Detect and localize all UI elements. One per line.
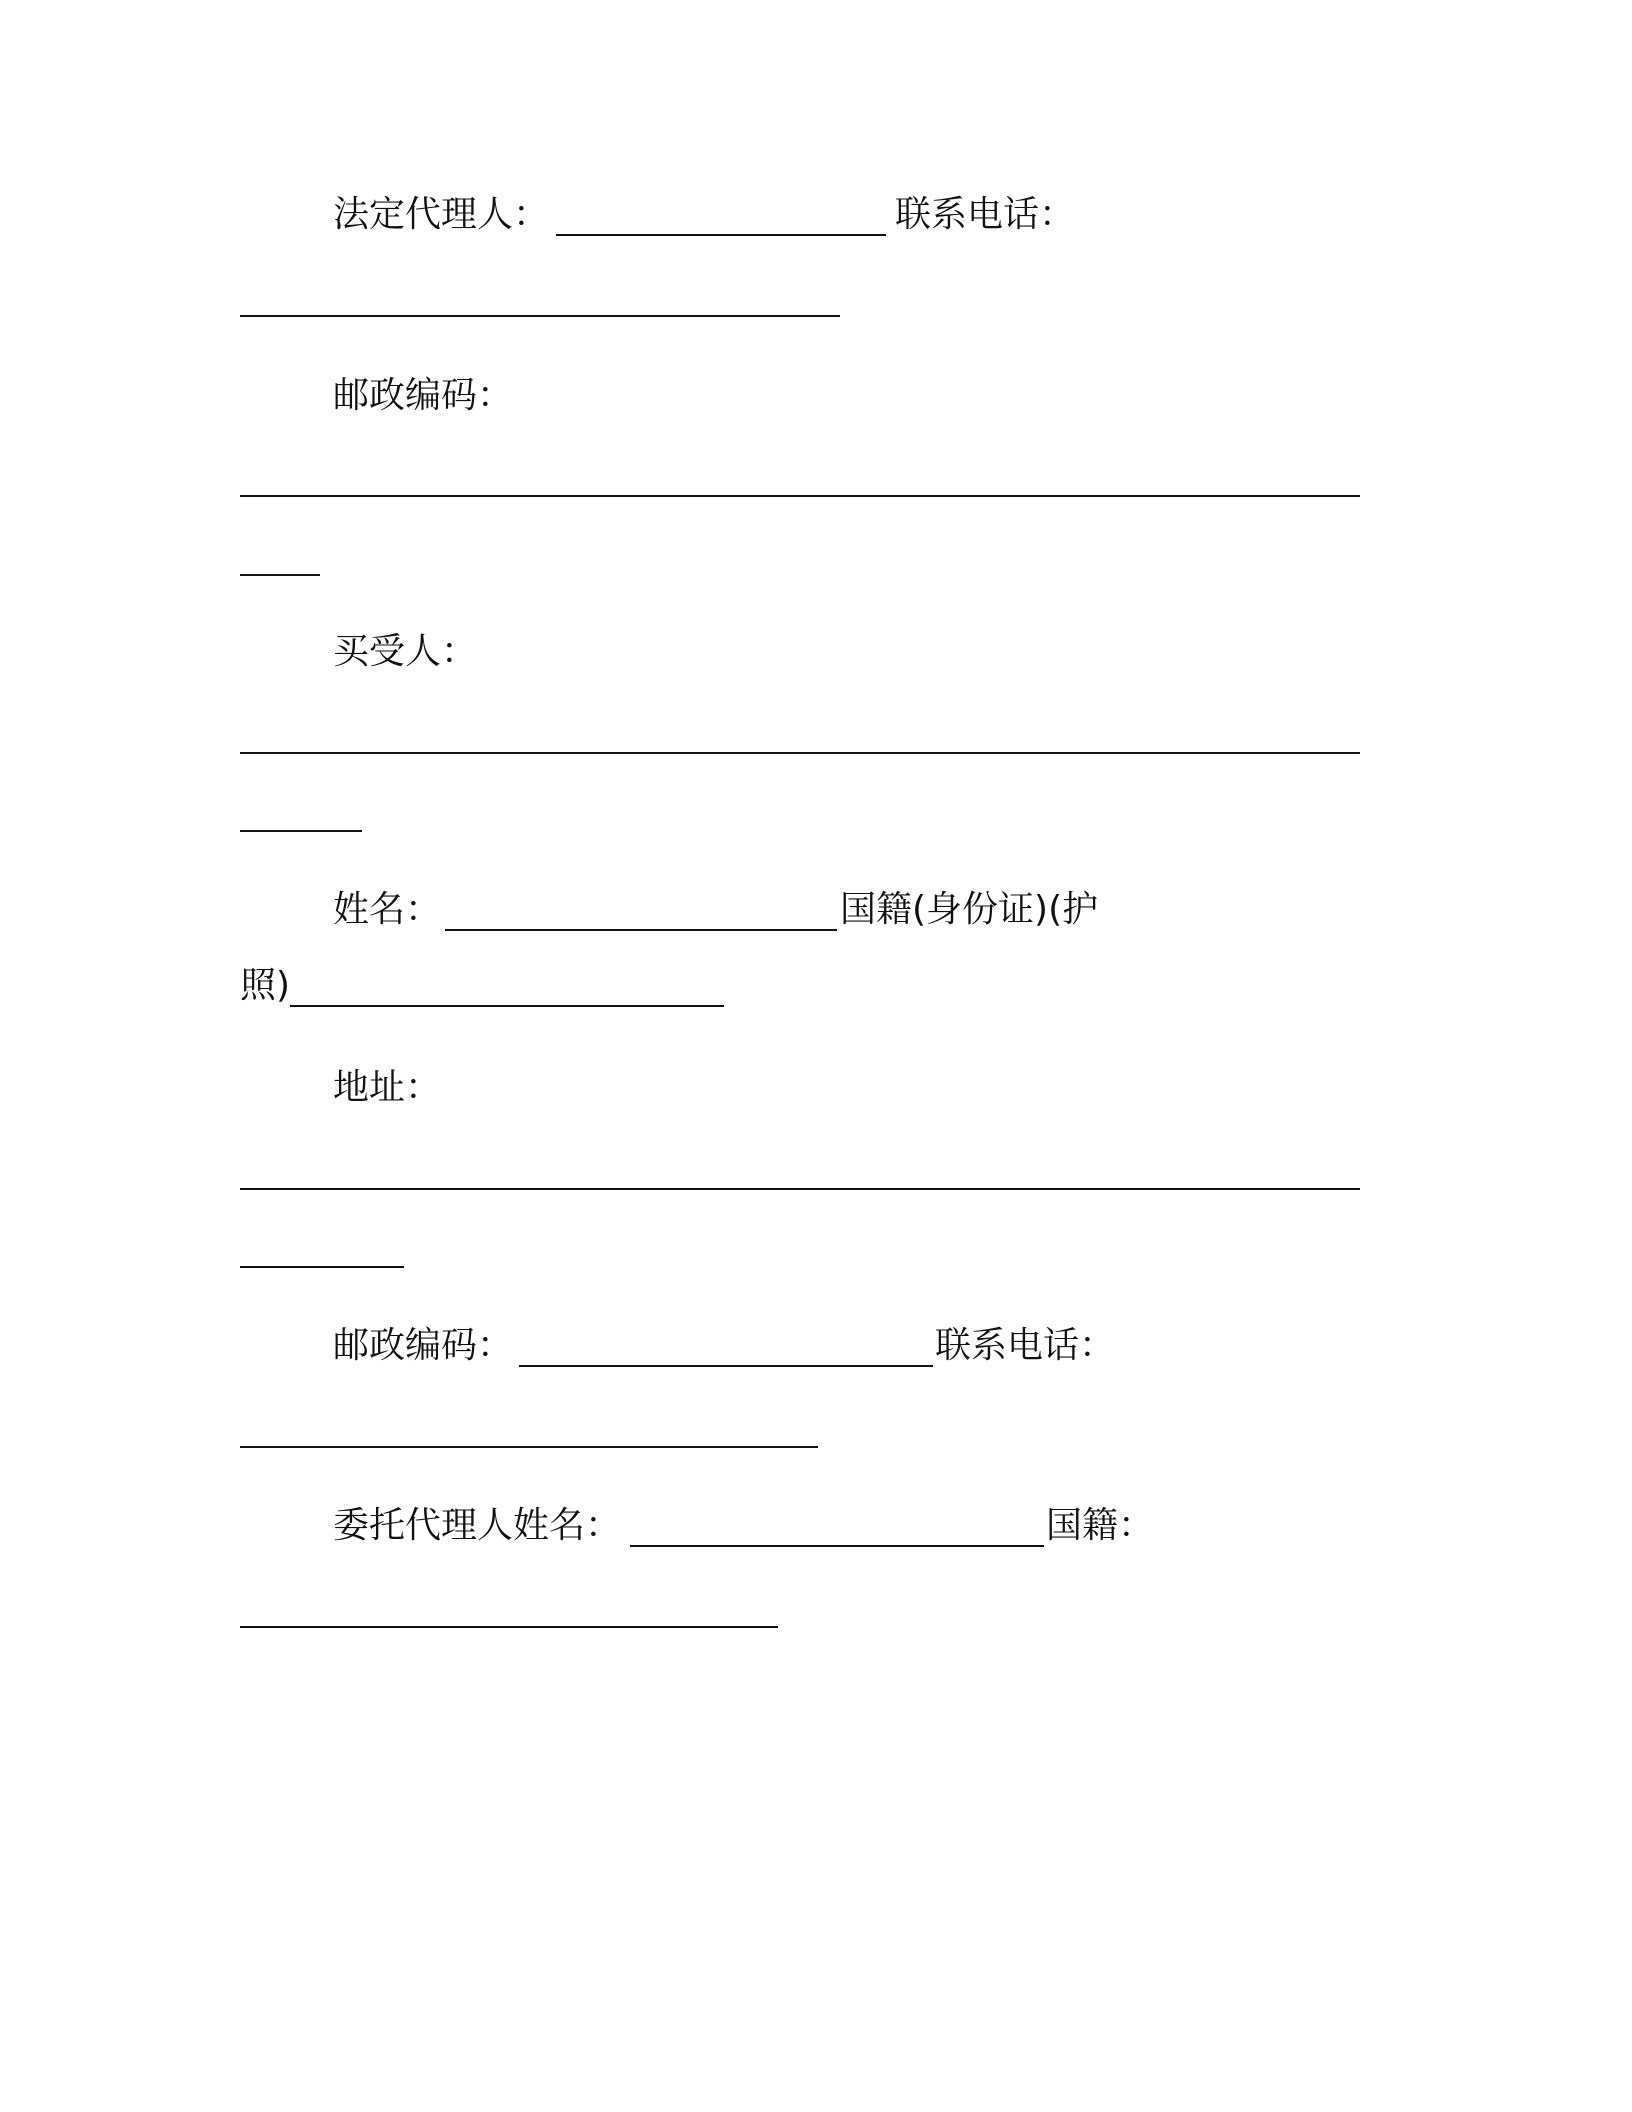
buyer-phone-blank[interactable]	[240, 1446, 818, 1448]
buyer-agent-nationality-blank[interactable]	[240, 1626, 778, 1628]
buyer-agent-nationality-label: 国籍：	[1046, 1505, 1155, 1546]
buyer-blank-line2[interactable]	[240, 830, 362, 832]
buyer-nationality-blank[interactable]	[290, 1005, 724, 1007]
buyer-postal-label: 邮政编码：	[333, 1325, 514, 1366]
seller-phone-blank[interactable]	[240, 315, 840, 317]
buyer-agent-name-blank[interactable]	[630, 1545, 1044, 1547]
buyer-name-label: 姓名：	[333, 889, 442, 930]
buyer-address-blank-line1[interactable]	[240, 1188, 1360, 1190]
legal-agent-label: 法定代理人：	[333, 194, 550, 235]
buyer-nationality-label-part2: 照)	[240, 965, 291, 1006]
seller-postal-blank-line2[interactable]	[240, 574, 320, 576]
seller-phone-label: 联系电话：	[895, 194, 1076, 235]
buyer-address-blank-line2[interactable]	[240, 1266, 404, 1268]
buyer-phone-label: 联系电话：	[935, 1325, 1116, 1366]
seller-postal-label: 邮政编码：	[333, 375, 514, 416]
buyer-postal-blank[interactable]	[519, 1365, 933, 1367]
legal-agent-blank[interactable]	[556, 234, 886, 236]
seller-postal-blank-line1[interactable]	[240, 495, 1360, 497]
buyer-blank-line1[interactable]	[240, 752, 1360, 754]
buyer-agent-name-label: 委托代理人姓名：	[333, 1505, 622, 1546]
buyer-address-label: 地址：	[333, 1067, 442, 1108]
buyer-nationality-label-part1: 国籍(身份证)(护	[840, 889, 1099, 930]
buyer-label: 买受人：	[333, 631, 478, 672]
buyer-name-blank[interactable]	[445, 929, 837, 931]
